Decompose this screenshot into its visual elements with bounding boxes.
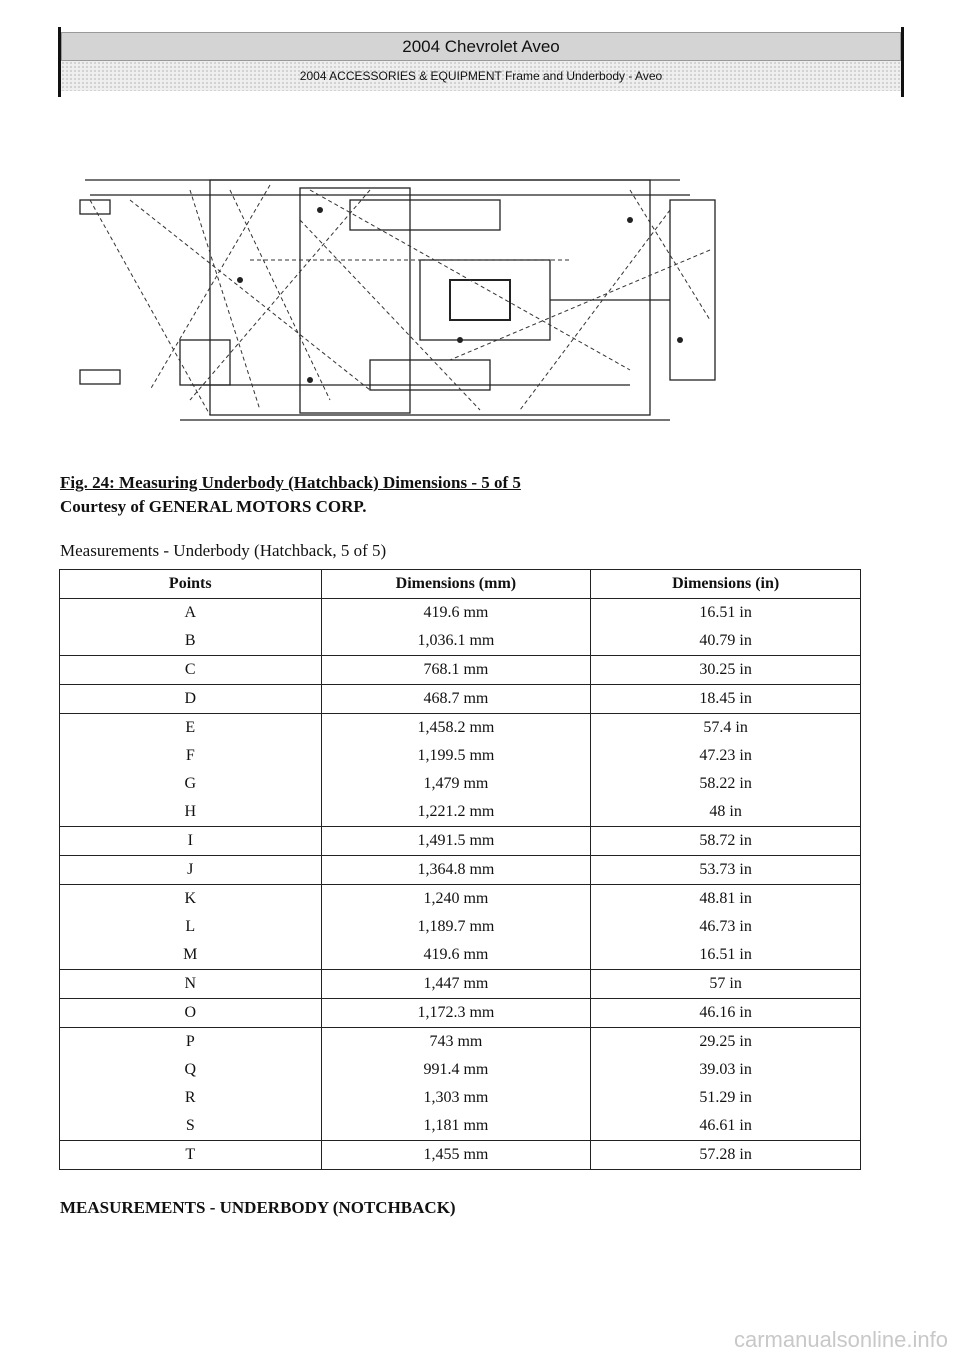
mm-cell: 1,181 mm	[321, 1112, 591, 1141]
point-cell: L	[60, 913, 322, 941]
table-row	[60, 656, 861, 685]
figure-caption: Fig. 24: Measuring Underbody (Hatchback) Dimensions - 5 of 5	[60, 473, 521, 492]
in-cell: 18.45 in	[591, 685, 861, 714]
table-row	[60, 827, 861, 856]
point-cell: Q	[60, 1056, 322, 1084]
table-row	[60, 1141, 861, 1170]
in-cell: 47.23 in	[591, 742, 861, 770]
column-header-in: Dimensions (in)	[591, 570, 861, 599]
document-header	[58, 27, 904, 97]
mm-cell: 1,240 mm	[321, 885, 591, 914]
mm-cell: 991.4 mm	[321, 1056, 591, 1084]
mm-cell: 1,172.3 mm	[321, 999, 591, 1028]
table-header-row	[60, 570, 861, 599]
in-cell: 48 in	[591, 798, 861, 827]
in-cell: 16.51 in	[591, 941, 861, 970]
table-row	[60, 1084, 861, 1112]
point-cell: T	[60, 1141, 322, 1170]
mm-cell: 1,447 mm	[321, 970, 591, 999]
document-subtitle: 2004 ACCESSORIES & EQUIPMENT Frame and Underbody - Aveo	[61, 61, 901, 91]
mm-cell: 1,479 mm	[321, 770, 591, 798]
table-row	[60, 856, 861, 885]
point-cell: C	[60, 656, 322, 685]
in-cell: 46.16 in	[591, 999, 861, 1028]
underbody-diagram	[70, 160, 730, 435]
column-header-mm: Dimensions (mm)	[321, 570, 591, 599]
table-row	[60, 742, 861, 770]
point-cell: P	[60, 1028, 322, 1057]
table-row	[60, 1028, 861, 1057]
point-cell: H	[60, 798, 322, 827]
table-row	[60, 913, 861, 941]
column-header-points: Points	[60, 570, 322, 599]
mm-cell: 419.6 mm	[321, 599, 591, 628]
table-row	[60, 970, 861, 999]
table-title: Measurements - Underbody (Hatchback, 5 of 5)	[60, 541, 387, 560]
table-row	[60, 1056, 861, 1084]
point-cell: G	[60, 770, 322, 798]
point-cell: K	[60, 885, 322, 914]
in-cell: 57.28 in	[591, 1141, 861, 1170]
mm-cell: 1,364.8 mm	[321, 856, 591, 885]
point-cell: I	[60, 827, 322, 856]
table-row	[60, 798, 861, 827]
next-section-heading: MEASUREMENTS - UNDERBODY (NOTCHBACK)	[60, 1198, 456, 1217]
table-row	[60, 627, 861, 656]
point-cell: J	[60, 856, 322, 885]
in-cell: 29.25 in	[591, 1028, 861, 1057]
watermark: carmanualsonline.info	[733, 1327, 948, 1352]
in-cell: 16.51 in	[591, 599, 861, 628]
mm-cell: 1,221.2 mm	[321, 798, 591, 827]
table-row	[60, 941, 861, 970]
table-row	[60, 999, 861, 1028]
mm-cell: 1,491.5 mm	[321, 827, 591, 856]
in-cell: 30.25 in	[591, 656, 861, 685]
mm-cell: 1,036.1 mm	[321, 627, 591, 656]
table-row	[60, 714, 861, 743]
in-cell: 46.73 in	[591, 913, 861, 941]
mm-cell: 1,458.2 mm	[321, 714, 591, 743]
point-cell: D	[60, 685, 322, 714]
in-cell: 39.03 in	[591, 1056, 861, 1084]
measurements-table	[59, 569, 861, 1170]
point-cell: B	[60, 627, 322, 656]
in-cell: 57 in	[591, 970, 861, 999]
mm-cell: 1,199.5 mm	[321, 742, 591, 770]
point-cell: E	[60, 714, 322, 743]
document-title: 2004 Chevrolet Aveo	[61, 32, 901, 61]
point-cell: O	[60, 999, 322, 1028]
mm-cell: 768.1 mm	[321, 656, 591, 685]
in-cell: 58.72 in	[591, 827, 861, 856]
in-cell: 58.22 in	[591, 770, 861, 798]
in-cell: 48.81 in	[591, 885, 861, 914]
point-cell: M	[60, 941, 322, 970]
point-cell: S	[60, 1112, 322, 1141]
table-row	[60, 599, 861, 628]
table-row	[60, 1112, 861, 1141]
point-cell: A	[60, 599, 322, 628]
table-row	[60, 770, 861, 798]
mm-cell: 419.6 mm	[321, 941, 591, 970]
point-cell: R	[60, 1084, 322, 1112]
mm-cell: 1,455 mm	[321, 1141, 591, 1170]
mm-cell: 1,189.7 mm	[321, 913, 591, 941]
in-cell: 53.73 in	[591, 856, 861, 885]
in-cell: 40.79 in	[591, 627, 861, 656]
mm-cell: 468.7 mm	[321, 685, 591, 714]
in-cell: 57.4 in	[591, 714, 861, 743]
mm-cell: 743 mm	[321, 1028, 591, 1057]
point-cell: F	[60, 742, 322, 770]
mm-cell: 1,303 mm	[321, 1084, 591, 1112]
table-row	[60, 685, 861, 714]
in-cell: 46.61 in	[591, 1112, 861, 1141]
point-cell: N	[60, 970, 322, 999]
table-row	[60, 885, 861, 914]
in-cell: 51.29 in	[591, 1084, 861, 1112]
figure-courtesy: Courtesy of GENERAL MOTORS CORP.	[60, 497, 367, 516]
